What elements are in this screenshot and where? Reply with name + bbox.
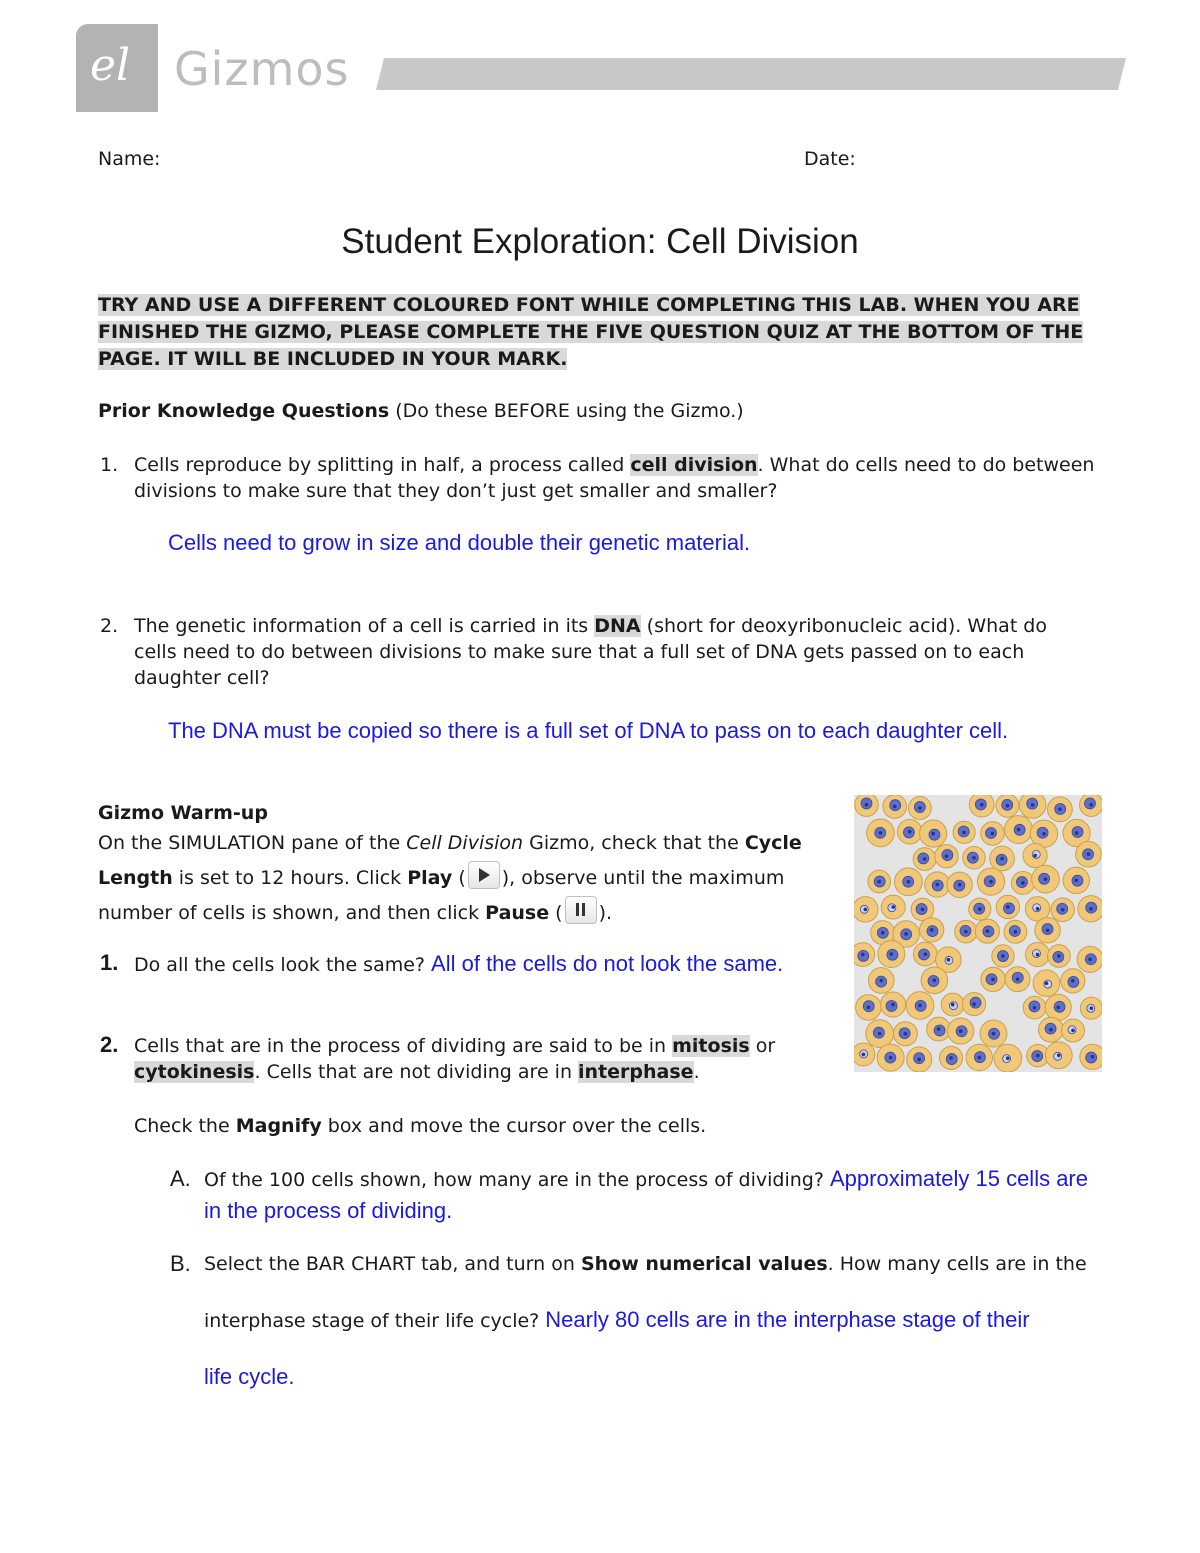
term-cell-division: cell division bbox=[630, 454, 758, 476]
cell-icon bbox=[906, 992, 934, 1020]
qb-post: . How many cells are in the bbox=[827, 1253, 1087, 1275]
prior-q2-post: (short for deoxyribonucleic acid). What do bbox=[640, 615, 1047, 637]
warmup-play-label: Play bbox=[407, 867, 453, 889]
banner-line-1: TRY AND USE A DIFFERENT COLOURED FONT WHILE COMPLETING THIS LAB. WHEN YOU ARE bbox=[98, 294, 1080, 316]
cell-icon bbox=[1005, 816, 1033, 844]
qa-answer-line2: in the process of dividing. bbox=[204, 1198, 453, 1223]
prior-q2-answer: The DNA must be copied so there is a full set of DNA to pass on to each daughter cell. bbox=[168, 718, 1009, 743]
qb-answer-line1: Nearly 80 cells are in the interphase stage of their bbox=[545, 1307, 1030, 1332]
cell-icon bbox=[866, 1020, 894, 1048]
warmup-l1-mid: Gizmo, check that the bbox=[523, 832, 745, 854]
prior-knowledge-heading bbox=[98, 398, 744, 424]
warmup-l1-em: Cell Division bbox=[406, 832, 524, 854]
cell-icon bbox=[990, 846, 1015, 871]
cell-icon bbox=[855, 795, 878, 816]
header bbox=[0, 0, 1200, 120]
qa-text bbox=[204, 1164, 1104, 1226]
cell-icon bbox=[920, 820, 947, 847]
cell-icon bbox=[1048, 945, 1071, 968]
cell-icon bbox=[1004, 920, 1027, 943]
qb-line2: interphase stage of their life cycle? bbox=[204, 1310, 546, 1332]
cell-icon bbox=[996, 795, 1019, 817]
cell-icon bbox=[980, 1020, 1007, 1047]
warmup-q2-mid: or bbox=[749, 1035, 776, 1057]
banner-line-2: FINISHED THE GIZMO, PLEASE COMPLETE THE FIVE QUESTION QUIZ AT THE BOTTOM OF THE bbox=[98, 321, 1084, 343]
prior-q1-post: . What do cells need to do between bbox=[757, 454, 1095, 476]
qb-answer-line2: life cycle. bbox=[204, 1364, 295, 1389]
cell-icon bbox=[883, 795, 907, 818]
cell-icon bbox=[1023, 844, 1047, 868]
cell-icon bbox=[1019, 795, 1046, 818]
warmup-q2-text bbox=[134, 1033, 834, 1085]
cell-icon bbox=[1045, 1042, 1072, 1069]
prior-q1-pre: Cells reproduce by splitting in half, a process called bbox=[134, 454, 631, 476]
warmup-l2-bold: Length bbox=[98, 867, 173, 889]
cell-icon bbox=[920, 918, 944, 942]
cell-icon bbox=[1080, 795, 1102, 816]
warmup-l3-close: ). bbox=[598, 902, 613, 924]
cell-icon bbox=[854, 1043, 875, 1066]
prior-q2-line2: cells need to do between divisions to make sure that a full set of DNA gets passed on to each bbox=[134, 641, 1025, 663]
cell-icon bbox=[977, 868, 1004, 895]
warmup-q2-end: . bbox=[693, 1061, 700, 1083]
cell-icon bbox=[1025, 942, 1049, 966]
term-cytokinesis: cytokinesis bbox=[134, 1061, 255, 1083]
cell-simulation-image bbox=[854, 795, 1102, 1072]
cell-icon bbox=[1011, 871, 1034, 894]
cell-icon bbox=[953, 821, 975, 843]
cell-icon bbox=[966, 1044, 993, 1071]
logo-mark bbox=[76, 24, 158, 112]
instruction-banner bbox=[98, 292, 1102, 373]
cell-icon bbox=[854, 897, 878, 922]
brand-name: Gizmos bbox=[174, 42, 350, 96]
warmup-l2-mid: is set to 12 hours. Click bbox=[172, 867, 408, 889]
prior-q2-pre: The genetic information of a cell is carried in its bbox=[134, 615, 595, 637]
warmup-pause-label: Pause bbox=[485, 902, 550, 924]
cell-icon bbox=[908, 797, 931, 820]
magnify-bold: Magnify bbox=[235, 1115, 322, 1137]
qb-pre: Select the BAR CHART tab, and turn on bbox=[204, 1253, 581, 1275]
cell-icon bbox=[1045, 994, 1071, 1020]
warmup-l3-open: ( bbox=[549, 902, 563, 924]
cell-icon bbox=[897, 819, 922, 844]
cell-icon bbox=[969, 795, 994, 817]
cell-icon bbox=[1032, 865, 1060, 893]
prior-q1-number: 1. bbox=[100, 454, 119, 476]
prior-q1-text bbox=[134, 452, 1114, 504]
prior-q1-line2: divisions to make sure that they don’t just get smaller and smaller? bbox=[134, 480, 778, 502]
warmup-q1-answer: All of the cells do not look the same. bbox=[431, 951, 784, 976]
prior-q2-number: 2. bbox=[100, 615, 119, 637]
prior-q2-line3: daughter cell? bbox=[134, 667, 270, 689]
cell-icon bbox=[994, 1044, 1022, 1072]
warmup-paragraph bbox=[98, 826, 838, 931]
qb-label: B. bbox=[170, 1251, 191, 1276]
date-label: Date: bbox=[804, 148, 856, 170]
warmup-q2-number: 2. bbox=[100, 1032, 119, 1057]
warmup-q1-question: Do all the cells look the same? bbox=[134, 954, 432, 976]
cell-icon bbox=[1005, 967, 1030, 992]
cell-icon bbox=[969, 898, 991, 920]
cell-icon bbox=[1080, 997, 1102, 1019]
cell-icon bbox=[975, 919, 999, 943]
cell-icon bbox=[1023, 996, 1046, 1019]
prior-q1-answer: Cells need to grow in size and double their genetic material. bbox=[168, 530, 751, 555]
warmup-heading: Gizmo Warm-up bbox=[98, 802, 268, 824]
cell-icon bbox=[878, 940, 905, 967]
warmup-q1-text bbox=[134, 951, 783, 978]
cell-icon bbox=[1033, 970, 1060, 997]
cell-icon bbox=[1061, 969, 1085, 993]
cell-icon bbox=[963, 993, 986, 1016]
qa-answer-line1: Approximately 15 cells are bbox=[829, 1166, 1088, 1191]
cell-icon bbox=[856, 995, 882, 1021]
cell-icon bbox=[935, 844, 958, 867]
magnify-instruction bbox=[134, 1113, 706, 1139]
cell-icon bbox=[1035, 918, 1061, 944]
cell-icon bbox=[907, 1047, 932, 1072]
cell-icon bbox=[913, 848, 936, 871]
term-dna: DNA bbox=[594, 615, 641, 637]
cell-icon bbox=[877, 1044, 904, 1071]
cell-icon bbox=[1078, 896, 1102, 922]
page-title: Student Exploration: Cell Division bbox=[341, 222, 859, 261]
qa-question: Of the 100 cells shown, how many are in the process of dividing? bbox=[204, 1169, 830, 1191]
name-label: Name: bbox=[98, 148, 161, 170]
cell-icon bbox=[941, 993, 964, 1016]
magnify-post: box and move the cursor over the cells. bbox=[321, 1115, 707, 1137]
cell-icon bbox=[1051, 898, 1075, 922]
logo-letters: el bbox=[90, 40, 131, 91]
qb-text bbox=[204, 1250, 1104, 1391]
pause-icon bbox=[565, 896, 597, 924]
cell-icon bbox=[1047, 797, 1072, 822]
play-icon bbox=[468, 861, 500, 889]
cell-icon bbox=[981, 822, 1005, 846]
cell-icon bbox=[927, 1017, 951, 1041]
cell-icon bbox=[1039, 1017, 1064, 1042]
cell-icon bbox=[1080, 1044, 1102, 1069]
cell-icon bbox=[992, 945, 1014, 967]
warmup-l2-close: ), observe until the maximum bbox=[501, 867, 785, 889]
cell-icon bbox=[996, 895, 1019, 918]
cell-icon bbox=[868, 968, 894, 994]
cell-icon bbox=[893, 1022, 917, 1046]
cell-icon bbox=[948, 1018, 974, 1044]
cell-icon bbox=[1063, 867, 1089, 893]
cell-icon bbox=[867, 819, 895, 847]
cell-icon bbox=[947, 872, 972, 897]
cell-icon bbox=[881, 895, 905, 919]
warmup-l3-pre: number of cells is shown, and then click bbox=[98, 902, 486, 924]
cell-icon bbox=[940, 1046, 963, 1069]
cell-icon bbox=[955, 920, 978, 943]
cell-icon bbox=[925, 872, 950, 897]
warmup-q2-pre: Cells that are in the process of dividing are said to be in bbox=[134, 1035, 673, 1057]
cell-icon bbox=[981, 967, 1005, 991]
cell-icon bbox=[921, 967, 948, 994]
prior-heading-note: (Do these BEFORE using the Gizmo.) bbox=[389, 400, 744, 422]
warmup-l1-bold: Cycle bbox=[744, 832, 802, 854]
warmup-q1-number: 1. bbox=[100, 950, 119, 975]
prior-heading-bold: Prior Knowledge Questions bbox=[98, 400, 390, 422]
banner-line-3: PAGE. IT WILL BE INCLUDED IN YOUR MARK. bbox=[98, 348, 568, 370]
cell-icon bbox=[1077, 946, 1102, 972]
qb-bold: Show numerical values bbox=[580, 1253, 828, 1275]
header-bar bbox=[376, 58, 1126, 90]
cell-icon bbox=[963, 846, 986, 869]
qa-label: A. bbox=[170, 1166, 191, 1191]
magnify-pre: Check the bbox=[134, 1115, 236, 1137]
term-mitosis: mitosis bbox=[672, 1035, 750, 1057]
cell-icon bbox=[880, 992, 905, 1017]
cell-icon bbox=[1062, 1019, 1085, 1042]
cell-icon bbox=[895, 868, 923, 896]
warmup-q2-mid2: . Cells that are not dividing are in bbox=[254, 1061, 579, 1083]
warmup-l1-pre: On the SIMULATION pane of the bbox=[98, 832, 407, 854]
term-interphase: interphase bbox=[578, 1061, 694, 1083]
cell-icon bbox=[1076, 841, 1102, 867]
warmup-l2-open: ( bbox=[452, 867, 466, 889]
cell-icon bbox=[913, 942, 937, 966]
cell-icon bbox=[854, 943, 875, 967]
cell-icon bbox=[868, 870, 891, 893]
prior-q2-text bbox=[134, 613, 1114, 691]
